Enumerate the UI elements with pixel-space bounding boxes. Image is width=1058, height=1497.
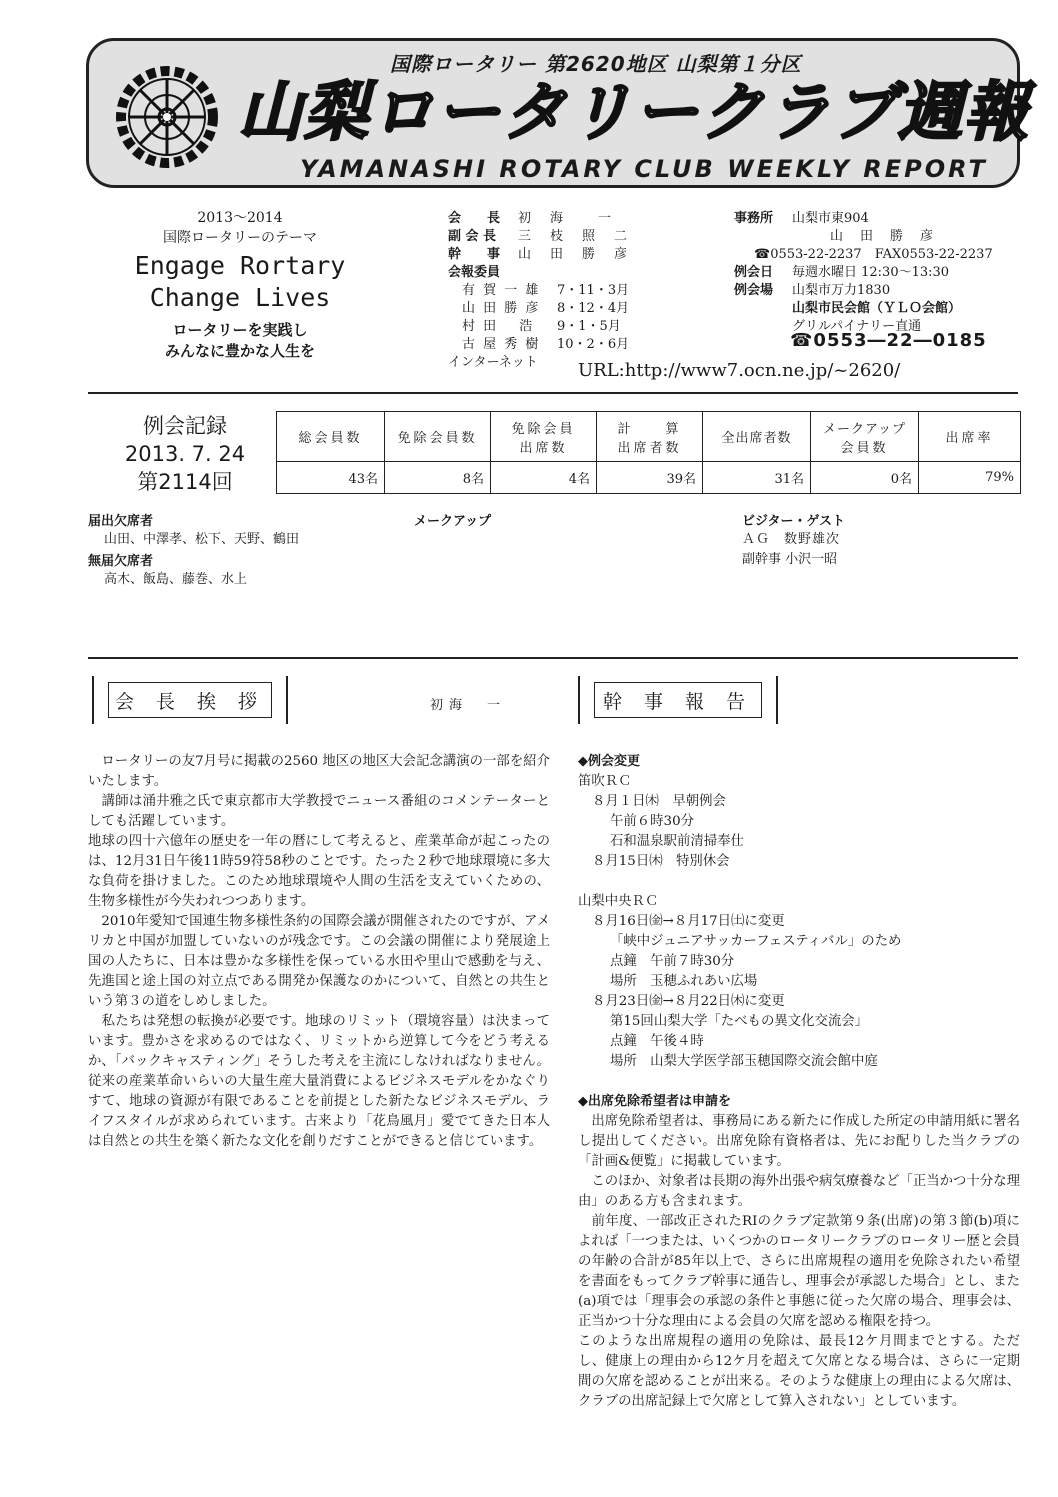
committee-row <box>448 318 698 336</box>
venue-name: 山梨市民会館（ＹＬＯ会館） <box>792 301 962 316</box>
schedule-line: 場所 玉穂ふれあい広場 <box>610 974 758 989</box>
header-cell <box>703 412 811 462</box>
exemption-body <box>578 1112 1020 1412</box>
spacer <box>578 1072 1020 1092</box>
internet-label: インターネット <box>448 355 538 370</box>
officer-name: 初 海 一 <box>518 211 615 226</box>
schedule-line: ８月１日㈭ 早朝例会 <box>592 794 726 809</box>
exemption-heading: ◆出席免除希望者は申請を <box>578 1094 731 1109</box>
header-cell <box>277 412 385 462</box>
guest-entry: ＡＧ 数野雄次 <box>742 532 841 547</box>
schedule-line: ８月16日㈮→８月17日㈯に変更 <box>592 914 785 929</box>
header-text: 全出席者数 <box>721 431 792 446</box>
committee-months: 8・12・4月 <box>557 301 630 316</box>
office-person: 山 田 勝 彦 <box>830 229 936 244</box>
committee-member: 村 田 浩 <box>462 319 535 334</box>
committee-member: 有 賀 一 雄 <box>462 283 541 298</box>
venue-label: 例会場 <box>734 283 774 298</box>
officer-role: 幹 事 <box>448 247 501 262</box>
record-number: 第2114回 <box>137 470 233 494</box>
theme-japanese-line1: ロータリーを実践し <box>172 321 308 339</box>
district-heading: 国際ロータリー 第2620地区 山梨第１分区 <box>390 52 802 76</box>
header-text: 会員数 <box>840 440 889 456</box>
paragraph: このような出席規程の適用の免除は、最長12ケ月間までとする。ただし、健康上の理由から12ケ月を超えて欠席となる場合は、さらに一定期間の欠席を認めることが出来る。そのような健康上の理由による欠席は、クラブの出席記録上で欠席として算入されない」としています。 <box>578 1334 1020 1409</box>
officer-name: 三 枝 照 二 <box>518 229 631 244</box>
officer-row <box>448 246 698 264</box>
paragraph: ロータリーの友7月号に掲載の2560 地区の地区大会記念講演の一部を紹介いたします。 <box>88 754 550 789</box>
ri-theme-block <box>120 208 360 362</box>
rotary-wheel-logo <box>112 62 222 172</box>
venue-row <box>734 282 1024 300</box>
header-cell <box>919 412 1021 462</box>
header-cell <box>597 412 703 462</box>
committee-row <box>448 282 698 300</box>
office-row <box>734 210 1024 228</box>
venue-phone: ☎0553―22―0185 <box>790 330 987 351</box>
unnotified-absent-list: 高木、飯島、藤巻、水上 <box>104 572 248 587</box>
president-greeting-body <box>88 752 550 1152</box>
club-subtitle: YAMANASHI ROTARY CLUB WEEKLY REPORT <box>300 155 988 183</box>
venue-grill: グリルパイナリー直通 <box>792 319 922 334</box>
table-row <box>277 462 1021 494</box>
paragraph: 私たちは発想の転換が必要です。地球のリミット（環境容量）は決まっています。豊かさを求めるのではなく、リミットから逆算して今をどう考えるか、「バックキャスティング」そうした考えを主流にしなければなりません。従来の産業革命いらいの大量生産大量消費によるビジネスモデルをかなぐりすて、地球の資源が有限であることを前提とした新たなビジネスモデル、ライフスタイルが求められています。古来より「花鳥風月」愛でてきた日本人は自然との共生を築く新たな文化を創りだすことができると信じています。 <box>88 1014 550 1149</box>
guests-label: ビジター・ゲスト <box>742 514 845 529</box>
schedule-line: 第15回山梨大学「たべもの異文化交流会」 <box>610 1014 869 1029</box>
spacer <box>578 872 1020 892</box>
committee-member: 古 屋 秀 樹 <box>462 337 541 352</box>
theme-english-line1: Engage Rortary <box>134 251 346 280</box>
schedule-line: 午前６時30分 <box>610 814 694 829</box>
notified-absent-label: 届出欠席者 <box>88 514 154 529</box>
theme-english <box>120 250 360 314</box>
theme-years: 2013～2014 <box>197 210 283 226</box>
venue-address: 山梨市万力1830 <box>792 283 891 298</box>
divider <box>88 392 1018 394</box>
officer-role: 会 長 <box>448 211 501 226</box>
record-label: 例会記録 <box>143 414 227 438</box>
stat-computed-attendance: 39名 <box>597 462 703 494</box>
paragraph: このほか、対象者は長期の海外出張や病気療養など「正当かつ十分な理由」のある方も含まれます。 <box>578 1174 1020 1209</box>
secretary-report-banner <box>578 676 778 724</box>
table-header-row <box>277 412 1021 462</box>
schedule-line: ８月23日㈮→８月22日㈭に変更 <box>592 994 785 1009</box>
secretary-report-heading: 幹 事 報 告 <box>594 682 762 718</box>
header-text: 出席率 <box>945 431 994 446</box>
office-label: 事務所 <box>734 211 774 226</box>
divider <box>88 657 1018 659</box>
paragraph: 2010年愛知で国連生物多様性条約の国際会議が開催されたのですが、アメリカと中国が加盟していないのが残念です。この会議の開催により発展途上国の人たちに、日本は豊かな多様性を保っている水田や里山で感動を与え、先進国と途上国の対立点である開発か保護なのかについて、自然との共生という第３の道をしめしました。 <box>88 914 550 1009</box>
header-cell <box>811 412 919 462</box>
header-text: 免除会員数 <box>397 431 478 446</box>
header-cell <box>385 412 491 462</box>
theme-english-line2: Change Lives <box>149 283 331 312</box>
theme-label: 国際ロータリーのテーマ <box>163 230 317 246</box>
committee-row <box>448 300 698 318</box>
stat-attendance-rate: 79% <box>919 462 1021 494</box>
club-title: 山梨ロータリークラブ週報 <box>238 76 1030 150</box>
theme-japanese <box>120 320 360 362</box>
club-name: 山梨中央ＲＣ <box>578 894 659 909</box>
paragraph: 前年度、一部改正されたRIのクラブ定款第９条(出席)の第３節(b)項によれば「一つまたは、いくつかのロータリークラブのロータリー歴と会員の年齢の合計が85年以上で、さらに出席規程の適用を免除されたい希望を書面をもってクラブ幹事に通告し、理事会が承認した場合」とし、また(a)項では「理事会の承認の条件と事態に従った欠席の場合、理事会は、正当かつ十分な理由による会員の欠席を認める権限を持つ。 <box>578 1214 1020 1329</box>
stat-total-attendance: 31名 <box>703 462 811 494</box>
stat-exempt-members: 8名 <box>385 462 491 494</box>
meeting-day-label: 例会日 <box>734 265 774 280</box>
meeting-change-heading: ◆例会変更 <box>578 754 640 769</box>
committee-row <box>448 336 698 354</box>
record-date: 2013. 7. 24 <box>124 442 246 466</box>
committee-member: 山 田 勝 彦 <box>462 301 541 316</box>
meeting-day-row <box>734 264 1024 282</box>
officer-name: 山 田 勝 彦 <box>518 247 631 262</box>
header-text: 計 算 <box>617 421 682 437</box>
officer-row <box>448 228 698 246</box>
committee-label: 会報委員 <box>448 265 501 280</box>
guest-entry: 副幹事 小沢一昭 <box>742 552 838 567</box>
paragraph: 出席免除希望者は、事務局にある新たに作成した所定の申請用紙に署名し提出してください。出席免除有資格者は、先にお配りした当クラブの「計画&便覧」に掲載しています。 <box>578 1114 1020 1169</box>
attendance-stats-table <box>276 411 1021 494</box>
club-name: 笛吹ＲＣ <box>578 774 632 789</box>
theme-japanese-line2: みんなに豊かな人生を <box>164 342 315 360</box>
president-byline: 初海 一 <box>430 698 507 713</box>
paragraph: 講師は涌井雅之氏で東京都市大学教授でニュース番組のコメンテーターとしても活躍しています。 <box>88 794 550 829</box>
office-address: 山梨市東904 <box>792 211 869 226</box>
meeting-day-value: 毎週水曜日 12:30～13:30 <box>792 265 950 280</box>
officer-row <box>448 210 698 228</box>
committee-months: 9・1・5月 <box>557 319 621 334</box>
stat-makeup-members: 0名 <box>811 462 919 494</box>
stat-exempt-attendance: 4名 <box>491 462 597 494</box>
header-text: 免除会員 <box>511 421 576 437</box>
secretary-report-body <box>578 752 1020 1412</box>
office-phone-fax: ☎0553-22-2237 FAX0553-22-2237 <box>754 247 993 262</box>
schedule-line: 点鐘 午後４時 <box>610 1034 704 1049</box>
stat-total-members: 43名 <box>277 462 385 494</box>
header-text: 出席数 <box>519 440 568 456</box>
schedule-line: 「峡中ジュニアサッカーフェスティバル」のため <box>610 934 902 949</box>
paragraph: 地球の四十六億年の歴史を一年の暦にして考えると、産業革命が起こったのは、12月31日午後11時59符58秒のことです。たった２秒で地球環境に多大な負荷を掛けました。このため地球環境や人間の生活を支えていくための、生物多様性が今失われつつあります。 <box>88 834 550 909</box>
club-url[interactable]: URL:http://www7.ocn.ne.jp/~2620/ <box>578 360 901 381</box>
meeting-record-title <box>100 412 270 496</box>
committee-months: 10・2・6月 <box>557 337 630 352</box>
schedule-line: 点鐘 午前７時30分 <box>610 954 735 969</box>
notified-absent-list: 山田、中澤孝、松下、天野、鶴田 <box>104 532 300 547</box>
president-greeting-banner <box>92 676 288 724</box>
header-text: 総会員数 <box>298 431 363 446</box>
schedule-line: 場所 山梨大学医学部玉穂国際交流会館中庭 <box>610 1054 878 1069</box>
makeup-label: メークアップ <box>414 514 492 529</box>
header-cell <box>491 412 597 462</box>
president-greeting-heading: 会 長 挨 拶 <box>108 682 272 718</box>
officer-role: 副 会 長 <box>448 229 497 244</box>
officers-list <box>448 210 698 372</box>
unnotified-absent-label: 無届欠席者 <box>88 554 154 569</box>
schedule-line: 石和温泉駅前清掃奉仕 <box>610 834 744 849</box>
header-text: 出席者数 <box>617 440 682 456</box>
office-info <box>734 210 1024 336</box>
committee-months: 7・11・3月 <box>557 283 630 298</box>
schedule-line: ８月15日㈭ 特別休会 <box>592 854 730 869</box>
header-text: メークアップ <box>822 421 907 437</box>
